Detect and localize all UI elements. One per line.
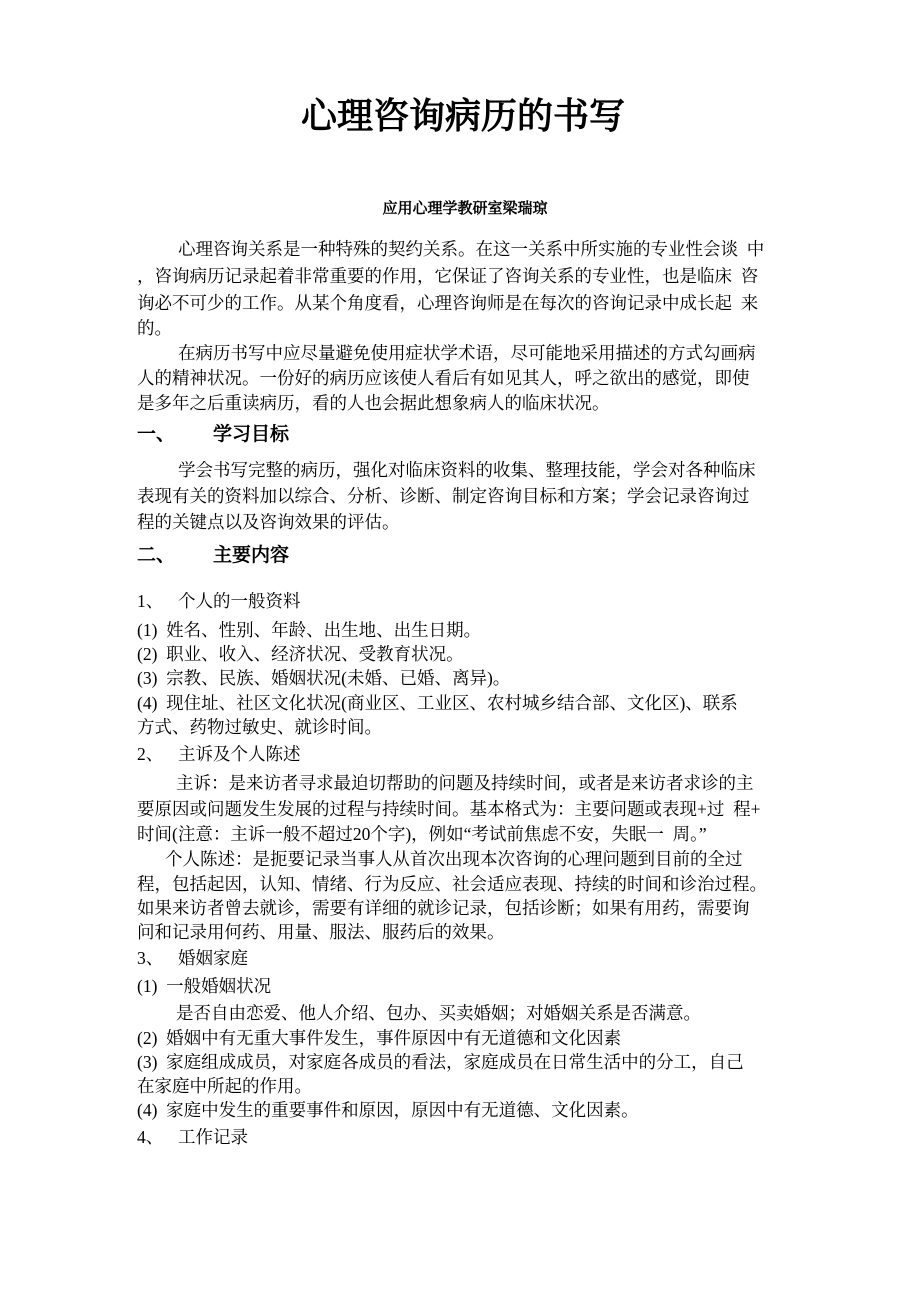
document-author: 应用心理学教研室梁瑞琼 — [382, 200, 548, 217]
text-line: (4) 家庭中发生的重要事件和原因，原因中有无道德、文化因素。 — [137, 1100, 639, 1120]
text-line: 问和记录用何药、用量、服法、服药后的效果。 — [137, 922, 505, 942]
text-line: 是多年之后重读病历，看的人也会据此想象病人的临床状况。 — [137, 393, 610, 413]
section-heading: 学习目标 — [213, 424, 290, 445]
text-line: 个人陈述：是扼要记录当事人从首次出现本次咨询的心理问题到目前的全过 — [165, 849, 743, 869]
text-line: (2) 婚姻中有无重大事件发生，事件原因中有无道德和文化因素 — [137, 1028, 622, 1048]
text-line: 程的关键点以及咨询效果的评估。 — [137, 512, 400, 532]
text-line: (3) 家庭组成成员，对家庭各成员的看法，家庭成员在日常生活中的分工，自己 — [137, 1052, 744, 1072]
text-line: 的。 — [137, 318, 172, 338]
text-line: 表现有关的资料加以综合、分析、诊断、制定咨询目标和方案；学会记录咨询过 — [137, 486, 750, 506]
item-label: 个人的一般资料 — [178, 591, 301, 611]
text-line: 主诉：是来访者寻求最迫切帮助的问题及持续时间，或者是来访者求诊的主 — [176, 773, 754, 793]
text-line: 程，包括起因，认知、情绪、行为反应、社会适应表现、持续的时间和诊治过程。 — [137, 874, 767, 894]
text-line: 询必不可少的工作。从某个角度看，心理咨询师是在每次的咨询记录中成长起 来 — [137, 293, 759, 313]
text-line: 人的精神状况。一份好的病历应该使人看后有如见其人，呼之欲出的感觉，即使 — [137, 368, 750, 388]
text-line: 方式、药物过敏史、就诊时间。 — [137, 717, 382, 737]
text-line: 心理咨询关系是一种特殊的契约关系。在这一关系中所实施的专业性会谈 中 — [178, 239, 765, 259]
text-line: (2) 职业、收入、经济状况、受教育状况。 — [137, 644, 464, 664]
item-label: 工作记录 — [178, 1127, 248, 1147]
text-line: 如果来访者曾去就诊，需要有详细的就诊记录，包括诊断；如果有用药，需要询 — [137, 898, 750, 918]
item-number: 1、 — [137, 591, 164, 611]
text-line: (1) 姓名、性别、年龄、出生地、出生日期。 — [137, 620, 482, 640]
text-line: 在家庭中所起的作用。 — [137, 1076, 312, 1096]
item-number: 2、 — [137, 744, 164, 764]
text-line: 学会书写完整的病历，强化对临床资料的收集、整理技能，学会对各种临床 — [178, 460, 756, 480]
text-line: 要原因或问题发生发展的过程与持续时间。基本格式为：主要问题或表现+过 程+ — [137, 799, 761, 819]
text-line: (1) 一般婚姻状况 — [137, 976, 272, 996]
text-line: 时间(注意：主诉一般不超过20个字)，例如“考试前焦虑不安，失眠一 周。” — [137, 824, 707, 844]
document-title: 心理咨询病历的书写 — [300, 95, 625, 136]
item-number: 3、 — [137, 948, 164, 968]
item-number: 4、 — [137, 1127, 164, 1147]
text-line: 在病历书写中应尽量避免使用症状学术语，尽可能地采用描述的方式勾画病 — [178, 343, 756, 363]
section-number: 一、 — [137, 424, 176, 445]
text-line: 是否自由恋爱、他人介绍、包办、买卖婚姻；对婚姻关系是否满意。 — [176, 1003, 701, 1023]
item-label: 婚姻家庭 — [178, 948, 248, 968]
text-line: (3) 宗教、民族、婚姻状况(未婚、已婚、离异)。 — [137, 668, 511, 688]
text-line: ，咨询病历记录起着非常重要的作用，它保证了咨询关系的专业性，也是临床 咨 — [137, 266, 759, 286]
text-line: (4) 现住址、社区文化状况(商业区、工业区、农村城乡结合部、文化区)、联系 — [137, 693, 738, 713]
section-number: 二、 — [137, 545, 176, 566]
item-label: 主诉及个人陈述 — [178, 744, 301, 764]
section-heading: 主要内容 — [213, 545, 290, 566]
